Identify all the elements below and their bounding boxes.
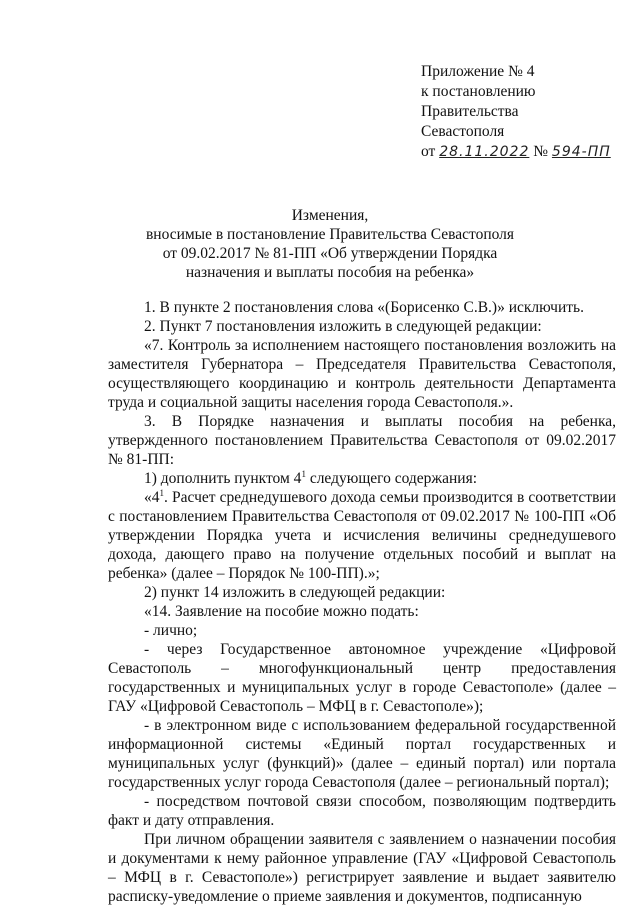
paragraph-11: - в электронном виде с использованием федеральной государственной информационной системы «Единый портал государственных и муниципальных услуг (функций)» (далее – единый портал) или портала государственных услуг города Севастополя (далее – региональный портал); <box>108 717 616 791</box>
number-prefix: № <box>533 143 549 160</box>
title-line-3: от 09.02.2017 № 81-ПП «Об утверждении Порядка <box>162 245 498 262</box>
paragraph-6-superscript: 1 <box>159 487 164 498</box>
appendix-header <box>421 62 611 162</box>
paragraph-3: «7. Контроль за исполнением настоящего постановления возложить на заместителя Губернатора – Председателя Правительства Севастополя, осуществляющего координацию и контроль деятельности Департамента труда и социальной защиты населения города Севастополя.». <box>108 337 616 411</box>
handwritten-date: 28.11.2022 <box>439 144 530 160</box>
date-prefix: от <box>421 143 436 160</box>
paragraph-9: - лично; <box>144 622 198 639</box>
paragraph-2: 2. Пункт 7 постановления изложить в следующей редакции: <box>144 318 542 335</box>
paragraph-13: При личном обращении заявителя с заявлением о назначении пособия и документами к нему районное управление (ГАУ «Цифровой Севастополь – МФЦ в г. Севастополе») регистрирует заявление и выдает заявителю расписку-уведомление о приеме заявления и документов, подписанную <box>108 831 616 905</box>
paragraph-5-text-b: следующего содержания: <box>305 470 478 487</box>
paragraph-5 <box>108 469 616 488</box>
appendix-line-1: Приложение № 4 <box>421 63 535 80</box>
handwritten-number: 594-ПП <box>551 144 611 160</box>
appendix-line-3: Правительства <box>421 103 519 120</box>
paragraph-12: - посредством почтовой связи способом, позволяющим подтвердить факт и дату отправления. <box>108 793 616 829</box>
paragraph-5-text-a: 1) дополнить пунктом 4 <box>144 470 302 487</box>
paragraph-4: 3. В Порядке назначения и выплаты пособия на ребенка, утвержденного постановлением Правительства Севастополя от 09.02.2017 № 81-ПП: <box>108 413 616 468</box>
title-line-2: вносимые в постановление Правительства Севастополя <box>145 226 515 243</box>
paragraph-7: 2) пункт 14 изложить в следующей редакции: <box>144 584 446 601</box>
appendix-line-2: к постановлению <box>421 83 536 100</box>
appendix-date-line <box>421 142 611 162</box>
document-title <box>120 206 540 282</box>
paragraph-6 <box>108 488 616 583</box>
title-line-4: назначения и выплаты пособия на ребенка» <box>185 264 475 281</box>
paragraph-8: «14. Заявление на пособие можно подать: <box>144 603 419 620</box>
title-line-1: Изменения, <box>291 207 369 224</box>
document-body <box>108 298 616 906</box>
paragraph-1: 1. В пункте 2 постановления слова «(Борисенко С.В.)» исключить. <box>144 299 584 316</box>
paragraph-6-text-a: «4 <box>144 489 160 506</box>
paragraph-10: - через Государственное автономное учреждение «Цифровой Севастополь – многофункциональный центр предоставления государственных и муниципальных услуг в городе Севастополе» (далее – ГАУ «Цифровой Севастополь – МФЦ в г. Севастополе»); <box>108 641 616 715</box>
paragraph-6-text-b: . Расчет среднедушевого дохода семьи производится в соответствии с постановлением Правительства Севастополя от 09.02.2017 № 100-ПП «Об утверждении Порядка учета и исчисления величины среднедушевого дохода, дающего право на получение отдельных пособий и выплат на ребенка» (далее – Порядок № 100-ПП).»; <box>108 489 616 582</box>
appendix-line-4: Севастополя <box>421 123 505 140</box>
paragraph-5-superscript: 1 <box>301 468 306 479</box>
